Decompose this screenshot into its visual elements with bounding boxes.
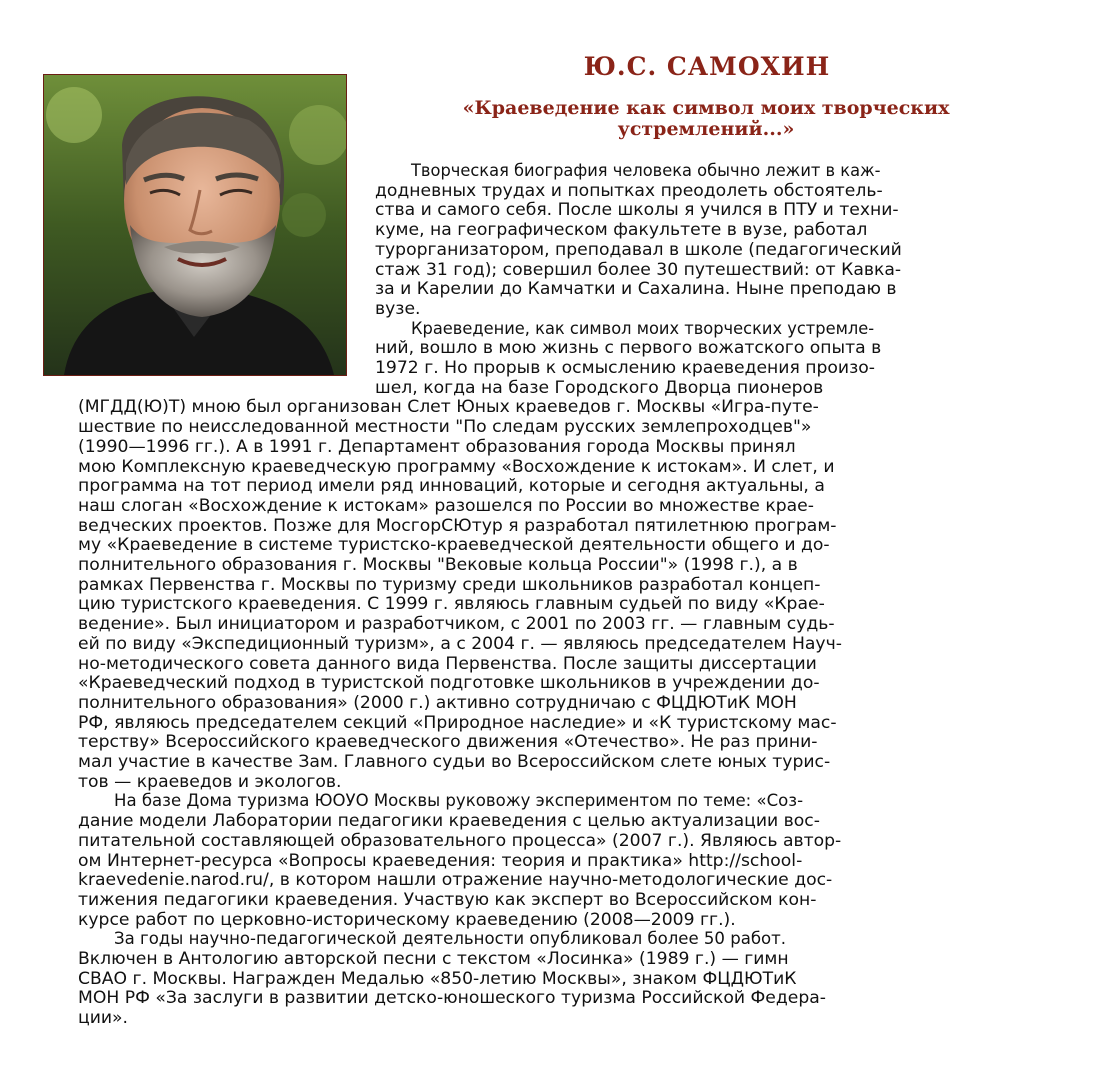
- author-photo: [43, 74, 347, 376]
- body-line: цию туристского краеведения. С 1999 г. являюсь главным судьей по виду «Крае-: [78, 594, 825, 615]
- body-line: ведческих проектов. Позже для МосгорСЮтур я разработал пятилетнюю програм-: [78, 515, 837, 536]
- body-line: За годы научно-педагогической деятельности опубликовал более 50 работ.: [114, 929, 787, 950]
- body-line: наш слоган «Восхождение к истокам» разошелся по России во множестве крае-: [78, 495, 814, 516]
- body-line: «Краеведческий подход в туристской подготовке школьников в учреждении до-: [78, 673, 820, 694]
- body-line: Включен в Антологию авторской песни с текстом «Лосинка» (1989 г.) — гимн: [78, 949, 789, 969]
- body-line: kraevedenie.narod.ru/, в котором нашли отражение научно-методологические дос-: [78, 870, 833, 891]
- subtitle-line: «Краеведение как символ моих творческих: [462, 97, 950, 119]
- body-line: Творческая биография человека обычно лежит в каж-: [411, 161, 881, 181]
- body-line: РФ, являюсь председателем секций «Природное наследие» и «К туристскому мас-: [78, 712, 837, 733]
- body-line: куме, на географическом факультете в вузе, работал: [375, 220, 868, 241]
- body-line: но-методического совета данного вида Первенства. После защиты диссертации: [78, 653, 817, 674]
- body-line: На базе Дома туризма ЮОУО Москвы руковожу экспериментом по теме: «Соз-: [114, 791, 804, 812]
- body-line: стаж 31 год); совершил более 30 путешествий: от Кавка-: [375, 259, 902, 280]
- body-line: 1972 г. Но прорыв к осмыслению краеведения произо-: [375, 358, 875, 378]
- body-line: вузе.: [375, 298, 421, 319]
- body-line: дание модели Лаборатории педагогики краеведения с целью актуализации вос-: [78, 811, 820, 832]
- body-line: ний, вошло в мою жизнь с первого вожатского опыта в: [375, 338, 882, 359]
- article-subtitle: [380, 98, 1032, 140]
- body-line: шествие по неисследованной местности "По следам русских землепроходцев"»: [78, 417, 812, 438]
- body-line: тов — краеведов и экологов.: [78, 771, 342, 792]
- body-line: ведение». Был инициатором и разработчиком, с 2001 по 2003 гг. — главным судь-: [78, 614, 835, 635]
- body-line: терству» Всероссийского краеведческого движения «Отечество». Не раз прини-: [78, 732, 818, 753]
- author-name: Ю.С. САМОХИН: [583, 52, 831, 81]
- body-line: ей по виду «Экспедиционный туризм», а с 2004 г. — являюсь председателем Науч-: [78, 633, 842, 654]
- body-line: тижения педагогики краеведения. Участвую как эксперт во Всероссийском кон-: [78, 889, 817, 910]
- body-line: му «Краеведение в системе туристско-краеведческой деятельности общего и до-: [78, 535, 830, 556]
- body-line: ции».: [78, 1008, 129, 1029]
- body-line: программа на тот период имели ряд инноваций, которые и сегодня актуальны, а: [78, 476, 825, 497]
- body-line: курсе работ по церковно-историческому краеведению (2008—2009 гг.).: [78, 909, 736, 930]
- body-line: питательной составляющей образовательного процесса» (2007 г.). Являюсь автор-: [78, 830, 842, 851]
- body-line: полнительного образования» (2000 г.) активно сотрудничаю с ФЦДЮТиК МОН: [78, 692, 797, 713]
- body-line: мал участие в качестве Зам. Главного судьи во Всероссийском слете юных турис-: [78, 752, 831, 772]
- body-line: Краеведение, как символ моих творческих устремле-: [411, 318, 875, 339]
- body-line: полнительного образования г. Москвы "Вековые кольца России"» (1998 г.), а в: [78, 555, 798, 575]
- body-line: МОН РФ «За заслуги в развитии детско-юношеского туризма Российской Федера-: [78, 988, 826, 1009]
- body-line: ом Интернет-ресурса «Вопросы краеведения: теория и практика» http://school-: [78, 850, 803, 871]
- body-line: за и Карелии до Камчатки и Сахалина. Ныне преподаю в: [375, 279, 897, 300]
- body-line: СВАО г. Москвы. Награжден Медалью «850-летию Москвы», знаком ФЦДЮТиК: [78, 968, 797, 989]
- body-line: ства и самого себя. После школы я учился в ПТУ и техни-: [375, 200, 899, 221]
- subtitle-line: устремлений...»: [617, 118, 795, 140]
- body-line: (1990—1996 гг.). А в 1991 г. Департамент образования города Москвы принял: [78, 436, 796, 457]
- body-line: турорганизатором, преподавал в школе (педагогический: [375, 239, 902, 260]
- body-line: додневных трудах и попытках преодолеть обстоятель-: [375, 180, 883, 201]
- body-line: рамках Первенства г. Москвы по туризму среди школьников разработал концеп-: [78, 574, 821, 595]
- body-line: шел, когда на базе Городского Дворца пионеров: [375, 377, 824, 398]
- body-line: мою Комплексную краеведческую программу «Восхождение к истокам». И слет, и: [78, 456, 835, 477]
- body-line: (МГДД(Ю)Т) мною был организован Слет Юных краеведов г. Москвы «Игра-путе-: [78, 397, 819, 418]
